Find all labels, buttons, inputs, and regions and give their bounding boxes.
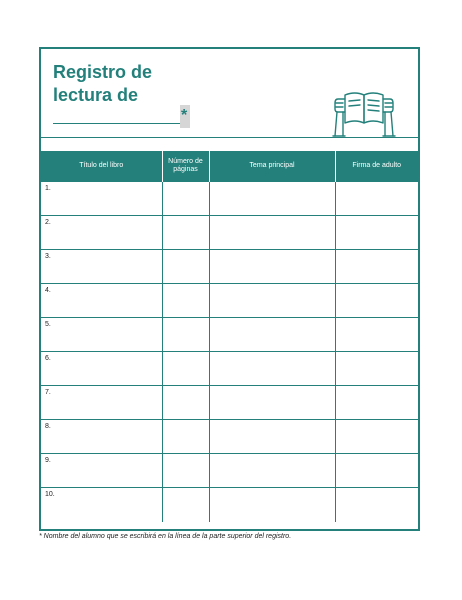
signature-cell[interactable]	[335, 284, 418, 318]
row-number: 7.	[45, 389, 51, 396]
topic-cell[interactable]	[209, 250, 335, 284]
signature-cell[interactable]	[335, 216, 418, 250]
title-cell[interactable]	[41, 420, 162, 454]
topic-cell[interactable]	[209, 216, 335, 250]
column-header-title: Título del libro	[41, 151, 162, 182]
signature-cell[interactable]	[335, 318, 418, 352]
topic-cell[interactable]	[209, 420, 335, 454]
topic-cell[interactable]	[209, 284, 335, 318]
row-number: 6.	[45, 355, 51, 362]
column-header-topic: Tema principal	[209, 151, 335, 182]
table-row	[41, 454, 418, 488]
topic-cell[interactable]	[209, 488, 335, 522]
signature-cell[interactable]	[335, 352, 418, 386]
topic-cell[interactable]	[209, 352, 335, 386]
table-row	[41, 284, 418, 318]
title-cell[interactable]	[41, 386, 162, 420]
name-marker: *	[181, 107, 188, 124]
row-number: 4.	[45, 287, 51, 294]
pages-cell[interactable]	[162, 454, 209, 488]
signature-cell[interactable]	[335, 250, 418, 284]
pages-cell[interactable]	[162, 250, 209, 284]
row-number: 2.	[45, 219, 51, 226]
row-number: 1.	[45, 185, 51, 192]
table-row	[41, 216, 418, 250]
table-row	[41, 318, 418, 352]
table-header-row	[41, 151, 418, 182]
title-cell[interactable]	[41, 216, 162, 250]
reading-log-table	[41, 151, 418, 522]
pages-cell[interactable]	[162, 488, 209, 522]
table-row	[41, 250, 418, 284]
book-reading-icon	[331, 87, 397, 137]
table-row	[41, 420, 418, 454]
signature-cell[interactable]	[335, 182, 418, 216]
table-row	[41, 352, 418, 386]
page-title	[53, 61, 152, 107]
topic-cell[interactable]	[209, 454, 335, 488]
header-divider	[41, 137, 418, 138]
footnote: * Nombre del alumno que se escribirá en la línea de la parte superior del registro.	[39, 533, 292, 540]
title-cell[interactable]	[41, 318, 162, 352]
row-number: 9.	[45, 457, 51, 464]
table-row	[41, 488, 418, 522]
column-header-signature: Firma de adulto	[335, 151, 418, 182]
log-frame	[39, 47, 420, 531]
student-name-field[interactable]	[53, 123, 180, 124]
pages-cell[interactable]	[162, 284, 209, 318]
signature-cell[interactable]	[335, 386, 418, 420]
table-row	[41, 386, 418, 420]
title-cell[interactable]	[41, 182, 162, 216]
pages-cell[interactable]	[162, 216, 209, 250]
title-cell[interactable]	[41, 488, 162, 522]
topic-cell[interactable]	[209, 182, 335, 216]
title-cell[interactable]	[41, 352, 162, 386]
row-number: 8.	[45, 423, 51, 430]
pages-cell[interactable]	[162, 420, 209, 454]
title-cell[interactable]	[41, 250, 162, 284]
column-header-pages: Número de páginas	[162, 151, 209, 182]
title-line-2: lectura de	[53, 85, 139, 105]
title-cell[interactable]	[41, 454, 162, 488]
signature-cell[interactable]	[335, 420, 418, 454]
pages-cell[interactable]	[162, 182, 209, 216]
signature-cell[interactable]	[335, 488, 418, 522]
row-number: 10.	[45, 491, 55, 498]
title-cell[interactable]	[41, 284, 162, 318]
row-number: 3.	[45, 253, 51, 260]
topic-cell[interactable]	[209, 386, 335, 420]
title-line-1: Registro de	[53, 62, 153, 82]
signature-cell[interactable]	[335, 454, 418, 488]
pages-cell[interactable]	[162, 352, 209, 386]
row-number: 5.	[45, 321, 51, 328]
pages-cell[interactable]	[162, 386, 209, 420]
table-row	[41, 182, 418, 216]
pages-cell[interactable]	[162, 318, 209, 352]
topic-cell[interactable]	[209, 318, 335, 352]
